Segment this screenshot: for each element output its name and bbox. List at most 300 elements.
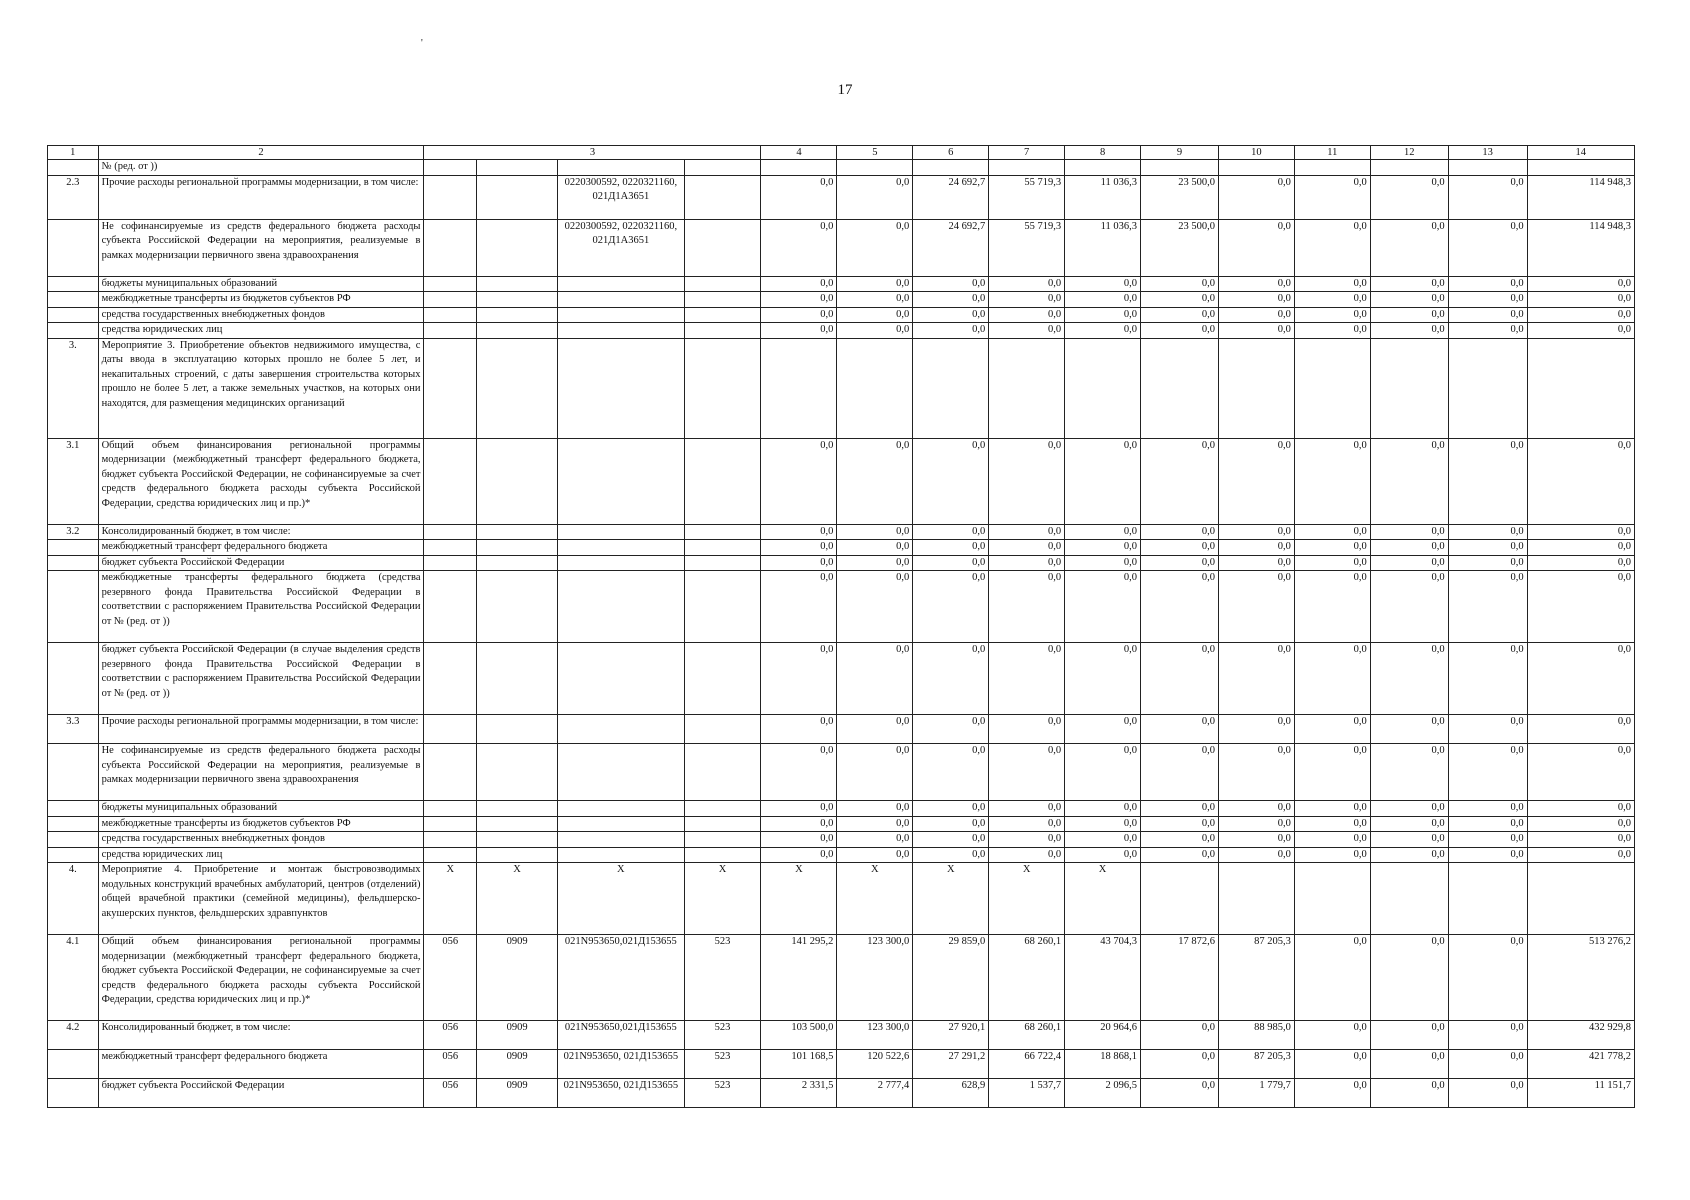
table-row [48, 524, 1635, 540]
code-cell [477, 323, 558, 339]
value-cell: 0,0 [1294, 744, 1370, 801]
value-cell: 0,0 [761, 744, 837, 801]
row-description: Общий объем финансирования региональной программы модернизации (межбюджетный трансферт федерального бюджета, бюджет субъекта Российской Федерации, не софинансируемые за счет средств федерального бюджета расходы субъекта Российской Федерации, средства юридических лиц и пр.)* [98, 935, 424, 1021]
code-cell: 0220300592, 0220321160, 021Д1А3651 [558, 175, 685, 219]
header-cell: 2 [98, 146, 424, 160]
value-cell: 0,0 [1370, 555, 1448, 571]
code-cell [558, 816, 685, 832]
value-cell: 0,0 [913, 571, 989, 643]
value-cell: 0,0 [1141, 292, 1219, 308]
row-index [48, 323, 99, 339]
value-cell: 0,0 [1448, 571, 1527, 643]
value-cell: 0,0 [837, 276, 913, 292]
code-cell: 0909 [477, 1079, 558, 1108]
row-description: Консолидированный бюджет, в том числе: [98, 1021, 424, 1050]
value-cell: 0,0 [761, 307, 837, 323]
table-row [48, 219, 1635, 276]
value-cell [761, 160, 837, 176]
row-index: 3.1 [48, 438, 99, 524]
header-cell: 9 [1141, 146, 1219, 160]
code-cell [684, 338, 761, 438]
value-cell: 0,0 [761, 540, 837, 556]
value-cell: 0,0 [761, 816, 837, 832]
header-cell: 13 [1448, 146, 1527, 160]
code-cell [477, 160, 558, 176]
code-cell: 056 [424, 1021, 477, 1050]
value-cell: 123 300,0 [837, 1021, 913, 1050]
row-index: 3.3 [48, 715, 99, 744]
value-cell: 0,0 [1370, 847, 1448, 863]
code-cell: 021N953650,021Д153655 [558, 935, 685, 1021]
row-description: бюджеты муниципальных образований [98, 276, 424, 292]
code-cell [684, 555, 761, 571]
value-cell: 2 777,4 [837, 1079, 913, 1108]
value-cell: 0,0 [1065, 276, 1141, 292]
value-cell: 27 291,2 [913, 1050, 989, 1079]
code-cell [477, 276, 558, 292]
value-cell [1065, 160, 1141, 176]
value-cell [1294, 160, 1370, 176]
value-cell: 0,0 [1294, 832, 1370, 848]
row-description: Прочие расходы региональной программы модернизации, в том числе: [98, 715, 424, 744]
value-cell: 0,0 [989, 801, 1065, 817]
value-cell: 55 719,3 [989, 175, 1065, 219]
code-cell [558, 540, 685, 556]
table-row [48, 323, 1635, 339]
header-cell: 8 [1065, 146, 1141, 160]
table-row [48, 292, 1635, 308]
value-cell [1527, 338, 1634, 438]
value-cell: 0,0 [1065, 307, 1141, 323]
code-cell [684, 307, 761, 323]
value-cell: 0,0 [989, 540, 1065, 556]
value-cell: 0,0 [1527, 847, 1634, 863]
code-cell: 021N953650,021Д153655 [558, 1021, 685, 1050]
value-cell: X [837, 863, 913, 935]
value-cell: 0,0 [1448, 715, 1527, 744]
value-cell: 0,0 [761, 292, 837, 308]
code-cell [477, 715, 558, 744]
code-cell [477, 847, 558, 863]
row-description: бюджет субъекта Российской Федерации [98, 1079, 424, 1108]
value-cell: 0,0 [1448, 643, 1527, 715]
value-cell: 0,0 [761, 276, 837, 292]
code-cell: 523 [684, 1050, 761, 1079]
row-index: 3. [48, 338, 99, 438]
value-cell: X [989, 863, 1065, 935]
value-cell: 0,0 [761, 323, 837, 339]
value-cell: 55 719,3 [989, 219, 1065, 276]
value-cell [913, 160, 989, 176]
value-cell: 0,0 [837, 307, 913, 323]
value-cell: 0,0 [1370, 175, 1448, 219]
table-row [48, 816, 1635, 832]
value-cell: 0,0 [1370, 1021, 1448, 1050]
value-cell: 0,0 [1065, 524, 1141, 540]
row-description: межбюджетные трансферты федерального бюджета (средства резервного фонда Правительства Российской Федерации в соответствии с распоряжением Правительства Российской Федерации от № (ред. от )) [98, 571, 424, 643]
value-cell: 29 859,0 [913, 935, 989, 1021]
value-cell: 0,0 [989, 816, 1065, 832]
value-cell: 20 964,6 [1065, 1021, 1141, 1050]
value-cell: 0,0 [1218, 438, 1294, 524]
value-cell: 0,0 [761, 643, 837, 715]
value-cell: 0,0 [989, 323, 1065, 339]
value-cell: 0,0 [1294, 219, 1370, 276]
value-cell: 0,0 [1294, 847, 1370, 863]
value-cell [1448, 863, 1527, 935]
code-cell [558, 438, 685, 524]
code-cell [424, 524, 477, 540]
value-cell: 0,0 [1294, 643, 1370, 715]
value-cell: 0,0 [1294, 1050, 1370, 1079]
value-cell: 0,0 [1448, 935, 1527, 1021]
page-number: 17 [837, 82, 853, 98]
value-cell: 18 868,1 [1065, 1050, 1141, 1079]
value-cell: 0,0 [837, 555, 913, 571]
value-cell: 0,0 [837, 219, 913, 276]
code-cell [424, 816, 477, 832]
value-cell: 123 300,0 [837, 935, 913, 1021]
value-cell [1141, 160, 1219, 176]
value-cell: 0,0 [1294, 540, 1370, 556]
value-cell: X [1065, 863, 1141, 935]
value-cell: 0,0 [1065, 715, 1141, 744]
header-cell: 6 [913, 146, 989, 160]
value-cell: 0,0 [913, 540, 989, 556]
value-cell: 0,0 [1370, 715, 1448, 744]
value-cell: 0,0 [1294, 307, 1370, 323]
value-cell: 0,0 [1065, 832, 1141, 848]
value-cell: 0,0 [1141, 1050, 1219, 1079]
value-cell: 1 779,7 [1218, 1079, 1294, 1108]
table-row [48, 847, 1635, 863]
value-cell: 0,0 [1294, 292, 1370, 308]
value-cell: 0,0 [761, 715, 837, 744]
value-cell: 0,0 [1218, 643, 1294, 715]
code-cell [477, 555, 558, 571]
value-cell: 0,0 [1218, 715, 1294, 744]
value-cell: 0,0 [1448, 1050, 1527, 1079]
value-cell: 0,0 [1218, 540, 1294, 556]
row-index [48, 571, 99, 643]
value-cell [913, 338, 989, 438]
code-cell [477, 744, 558, 801]
row-index [48, 643, 99, 715]
row-description: Мероприятие 3. Приобретение объектов недвижимого имущества, с даты ввода в эксплуатацию которых прошло не более 5 лет, и некапитальных строений, с даты завершения строительства которых прошло не более 5 лет, а также земельных участков, на которых они находятся, для размещения медицинских организаций [98, 338, 424, 438]
code-cell [684, 801, 761, 817]
value-cell: 0,0 [1370, 801, 1448, 817]
row-description: средства государственных внебюджетных фондов [98, 307, 424, 323]
code-cell [684, 292, 761, 308]
code-cell [684, 643, 761, 715]
value-cell: 0,0 [1065, 643, 1141, 715]
value-cell: 0,0 [1218, 555, 1294, 571]
code-cell [684, 744, 761, 801]
value-cell: 0,0 [1448, 847, 1527, 863]
row-index [48, 292, 99, 308]
code-cell [558, 276, 685, 292]
value-cell: 0,0 [1370, 1079, 1448, 1108]
code-cell [558, 832, 685, 848]
value-cell: 0,0 [913, 323, 989, 339]
value-cell [761, 338, 837, 438]
row-index [48, 160, 99, 176]
value-cell: 0,0 [1065, 847, 1141, 863]
value-cell [1448, 160, 1527, 176]
value-cell [837, 338, 913, 438]
code-cell [424, 323, 477, 339]
value-cell: 0,0 [1448, 438, 1527, 524]
value-cell: 0,0 [1065, 555, 1141, 571]
value-cell: 432 929,8 [1527, 1021, 1634, 1050]
value-cell: 0,0 [1527, 744, 1634, 801]
code-cell [477, 219, 558, 276]
value-cell: 68 260,1 [989, 935, 1065, 1021]
table-row [48, 438, 1635, 524]
row-index [48, 540, 99, 556]
value-cell: 0,0 [1448, 323, 1527, 339]
value-cell: 66 722,4 [989, 1050, 1065, 1079]
value-cell: 0,0 [1527, 643, 1634, 715]
code-cell [477, 292, 558, 308]
value-cell: 0,0 [1141, 801, 1219, 817]
value-cell: 0,0 [1294, 816, 1370, 832]
code-cell: 021N953650, 021Д153655 [558, 1079, 685, 1108]
code-cell [477, 571, 558, 643]
value-cell [1218, 338, 1294, 438]
code-cell: 0220300592, 0220321160, 021Д1А3651 [558, 219, 685, 276]
value-cell: 0,0 [1370, 1050, 1448, 1079]
value-cell: 0,0 [1141, 276, 1219, 292]
value-cell: 0,0 [1294, 1021, 1370, 1050]
value-cell: 0,0 [1294, 555, 1370, 571]
table-row [48, 307, 1635, 323]
value-cell: 0,0 [1370, 643, 1448, 715]
value-cell: 0,0 [1448, 1021, 1527, 1050]
value-cell: 0,0 [837, 540, 913, 556]
code-cell [477, 540, 558, 556]
value-cell: 513 276,2 [1527, 935, 1634, 1021]
value-cell: 0,0 [913, 715, 989, 744]
code-cell: 021N953650, 021Д153655 [558, 1050, 685, 1079]
code-cell: 056 [424, 935, 477, 1021]
code-cell [424, 801, 477, 817]
value-cell: 0,0 [1370, 438, 1448, 524]
value-cell: 0,0 [1370, 935, 1448, 1021]
value-cell: 0,0 [1141, 571, 1219, 643]
value-cell: 0,0 [1527, 801, 1634, 817]
value-cell: 0,0 [1527, 524, 1634, 540]
value-cell: 0,0 [989, 438, 1065, 524]
value-cell: 11 151,7 [1527, 1079, 1634, 1108]
row-index: 2.3 [48, 175, 99, 219]
value-cell: 0,0 [1065, 438, 1141, 524]
value-cell [989, 160, 1065, 176]
value-cell: 0,0 [837, 816, 913, 832]
code-cell [558, 847, 685, 863]
row-index: 4. [48, 863, 99, 935]
code-cell [477, 816, 558, 832]
value-cell: 0,0 [761, 832, 837, 848]
value-cell: 0,0 [1448, 175, 1527, 219]
code-cell: 523 [684, 1079, 761, 1108]
header-cell: 14 [1527, 146, 1634, 160]
value-cell: 0,0 [989, 715, 1065, 744]
code-cell [684, 323, 761, 339]
code-cell [424, 571, 477, 643]
value-cell: 0,0 [1294, 323, 1370, 339]
code-cell [684, 847, 761, 863]
value-cell: 0,0 [989, 847, 1065, 863]
code-cell [477, 338, 558, 438]
value-cell: 87 205,3 [1218, 1050, 1294, 1079]
code-cell [424, 847, 477, 863]
row-index [48, 847, 99, 863]
value-cell: 0,0 [1218, 847, 1294, 863]
code-cell: 056 [424, 1079, 477, 1108]
value-cell: 0,0 [989, 307, 1065, 323]
row-index: 3.2 [48, 524, 99, 540]
code-cell [424, 219, 477, 276]
code-cell [424, 160, 477, 176]
value-cell: 0,0 [989, 292, 1065, 308]
code-cell: 0909 [477, 935, 558, 1021]
table-row [48, 1021, 1635, 1050]
value-cell: 0,0 [1065, 801, 1141, 817]
code-cell [477, 307, 558, 323]
value-cell: 0,0 [1370, 571, 1448, 643]
table-row [48, 832, 1635, 848]
code-cell [684, 160, 761, 176]
value-cell: 24 692,7 [913, 219, 989, 276]
code-cell [424, 338, 477, 438]
code-cell [424, 276, 477, 292]
code-cell [424, 307, 477, 323]
value-cell: 0,0 [1141, 1021, 1219, 1050]
value-cell: 0,0 [1527, 307, 1634, 323]
code-cell [558, 307, 685, 323]
header-cell: 10 [1218, 146, 1294, 160]
row-index [48, 832, 99, 848]
row-index [48, 219, 99, 276]
value-cell: 23 500,0 [1141, 219, 1219, 276]
value-cell [1527, 160, 1634, 176]
value-cell: 421 778,2 [1527, 1050, 1634, 1079]
value-cell: 0,0 [1218, 323, 1294, 339]
code-cell: X [424, 863, 477, 935]
value-cell: 0,0 [1370, 832, 1448, 848]
value-cell [1448, 338, 1527, 438]
code-cell [424, 832, 477, 848]
value-cell: 0,0 [1218, 276, 1294, 292]
code-cell [684, 832, 761, 848]
value-cell: 0,0 [1370, 744, 1448, 801]
code-cell [684, 571, 761, 643]
row-index [48, 1050, 99, 1079]
value-cell: 0,0 [1370, 323, 1448, 339]
value-cell: 120 522,6 [837, 1050, 913, 1079]
code-cell [684, 219, 761, 276]
row-index [48, 1079, 99, 1108]
value-cell: 0,0 [837, 643, 913, 715]
value-cell: 103 500,0 [761, 1021, 837, 1050]
value-cell: 0,0 [1141, 307, 1219, 323]
value-cell: 0,0 [1448, 801, 1527, 817]
code-cell [684, 175, 761, 219]
value-cell: 0,0 [1527, 816, 1634, 832]
code-cell [684, 816, 761, 832]
code-cell [684, 524, 761, 540]
code-cell [477, 643, 558, 715]
header-cell: 11 [1294, 146, 1370, 160]
table-row [48, 935, 1635, 1021]
value-cell: 11 036,3 [1065, 175, 1141, 219]
value-cell: 0,0 [913, 801, 989, 817]
value-cell: 0,0 [989, 571, 1065, 643]
code-cell [477, 801, 558, 817]
value-cell: 0,0 [1065, 571, 1141, 643]
row-description: Консолидированный бюджет, в том числе: [98, 524, 424, 540]
table-row [48, 715, 1635, 744]
header-cell: 12 [1370, 146, 1448, 160]
value-cell: 0,0 [1527, 292, 1634, 308]
code-cell: 0909 [477, 1050, 558, 1079]
value-cell: 0,0 [1370, 524, 1448, 540]
value-cell: 0,0 [1218, 744, 1294, 801]
value-cell: 0,0 [1294, 571, 1370, 643]
value-cell [1065, 338, 1141, 438]
row-index [48, 555, 99, 571]
code-cell [477, 438, 558, 524]
value-cell: 0,0 [761, 524, 837, 540]
row-description: Общий объем финансирования региональной программы модернизации (межбюджетный трансферт федерального бюджета, бюджет субъекта Российской Федерации, не софинансируемые за счет средств федерального бюджета расходы субъекта Российской Федерации, средства юридических лиц и пр.)* [98, 438, 424, 524]
value-cell: 0,0 [837, 175, 913, 219]
value-cell: 0,0 [989, 832, 1065, 848]
value-cell: 0,0 [837, 438, 913, 524]
value-cell [1141, 863, 1219, 935]
value-cell: X [761, 863, 837, 935]
row-description: бюджет субъекта Российской Федерации [98, 555, 424, 571]
value-cell: 0,0 [1141, 816, 1219, 832]
value-cell: 0,0 [837, 832, 913, 848]
row-description: межбюджетный трансферт федерального бюджета [98, 1050, 424, 1079]
table-row [48, 643, 1635, 715]
value-cell: 0,0 [1448, 292, 1527, 308]
value-cell: 0,0 [761, 219, 837, 276]
row-index [48, 744, 99, 801]
value-cell: 0,0 [989, 276, 1065, 292]
value-cell: 0,0 [1141, 540, 1219, 556]
value-cell: 0,0 [1218, 292, 1294, 308]
table-row [48, 801, 1635, 817]
table-row [48, 276, 1635, 292]
header-cell: 4 [761, 146, 837, 160]
stray-mark: ' [421, 38, 423, 49]
row-index [48, 801, 99, 817]
table-row [48, 160, 1635, 176]
value-cell: 0,0 [1294, 175, 1370, 219]
value-cell: 0,0 [913, 555, 989, 571]
value-cell: 0,0 [1141, 1079, 1219, 1108]
value-cell: 0,0 [1218, 219, 1294, 276]
value-cell: 0,0 [837, 801, 913, 817]
value-cell: 0,0 [1370, 276, 1448, 292]
value-cell: 0,0 [1370, 307, 1448, 323]
value-cell: 0,0 [1141, 832, 1219, 848]
value-cell: 0,0 [1218, 571, 1294, 643]
value-cell: 0,0 [837, 292, 913, 308]
value-cell: 0,0 [1527, 540, 1634, 556]
